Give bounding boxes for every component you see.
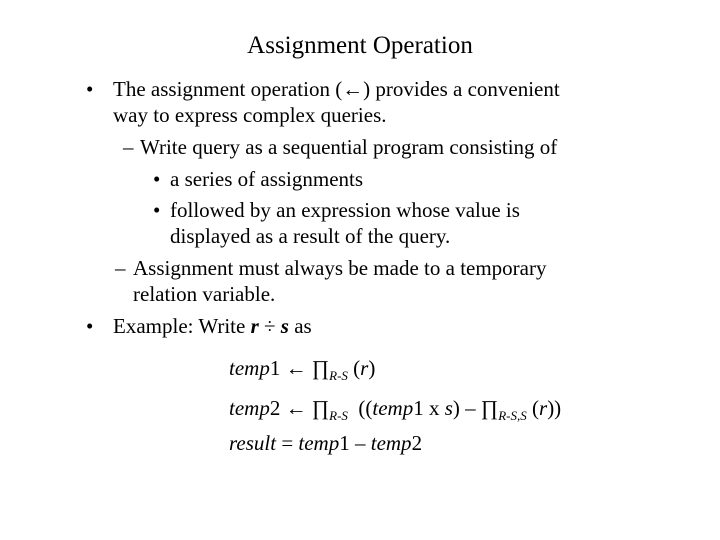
formula-var: temp [229, 356, 270, 380]
dash-2-continuation: relation variable. [133, 282, 276, 306]
sub-bullet-1-text: a series of assignments [170, 167, 364, 191]
projection-symbol: ∏ [311, 396, 330, 420]
formula-var: temp [229, 396, 270, 420]
formula-inner-num: 1 [413, 396, 424, 420]
projection-symbol: ∏ [480, 396, 499, 420]
sub-bullet-2-continuation: displayed as a result of the query. [170, 224, 451, 248]
formula-inner-var: temp [372, 396, 414, 420]
division-symbol: ÷ [258, 314, 281, 338]
dash-marker: – [115, 256, 126, 280]
formula-num: 1 [339, 431, 350, 455]
projection-symbol: ∏ [311, 356, 330, 380]
projection-subscript: R-S [329, 368, 348, 383]
bullet-marker: • [86, 314, 94, 338]
cartesian-product-symbol: x [423, 396, 445, 420]
bullet-1-line-1: The assignment operation (←) provides a convenient [113, 77, 560, 101]
slide-title: Assignment Operation [247, 32, 473, 59]
dash-1-text: Write query as a sequential program consisting of [140, 135, 558, 159]
sub-bullet-marker: • [153, 198, 161, 222]
bullet-marker: • [86, 77, 94, 101]
formula-s: s [444, 396, 453, 420]
formula-num: 2 [411, 431, 423, 455]
paren-open: ( [347, 356, 361, 380]
formula-result: result [229, 431, 277, 455]
formula-num: 2 [269, 396, 281, 420]
formula-var: temp [298, 431, 340, 455]
projection-subscript: R-S,S [498, 408, 527, 423]
paren-close: ) [368, 356, 376, 380]
paren-close: )) [547, 396, 562, 420]
bullet-1-line-2: way to express complex queries. [113, 103, 387, 127]
formula-3 [229, 430, 422, 456]
formula-arg: r [360, 356, 369, 380]
example-suffix: as [288, 314, 312, 338]
assign-arrow: ← [280, 396, 312, 420]
projection-subscript: R-S [329, 408, 348, 423]
example-r: r [250, 314, 259, 338]
dash-2-text: Assignment must always be made to a temporary [133, 256, 547, 280]
paren-open: ( [526, 396, 539, 420]
paren-open: (( [347, 396, 373, 420]
example-line [113, 313, 312, 339]
example-s: s [280, 314, 289, 338]
assign-arrow: ← [280, 356, 312, 380]
equals-symbol: = [276, 431, 299, 455]
sub-bullet-marker: • [153, 167, 161, 191]
dash-marker: – [123, 135, 134, 159]
formula-r: r [539, 396, 548, 420]
sub-bullet-2-text: followed by an expression whose value is [170, 198, 520, 222]
formula-var: temp [370, 431, 412, 455]
minus-symbol: ) – [452, 396, 481, 420]
minus-symbol: – [349, 431, 371, 455]
formula-2 [229, 395, 561, 424]
example-prefix: Example: Write [113, 314, 251, 338]
formula-num: 1 [269, 356, 281, 380]
formula-1 [229, 355, 375, 384]
